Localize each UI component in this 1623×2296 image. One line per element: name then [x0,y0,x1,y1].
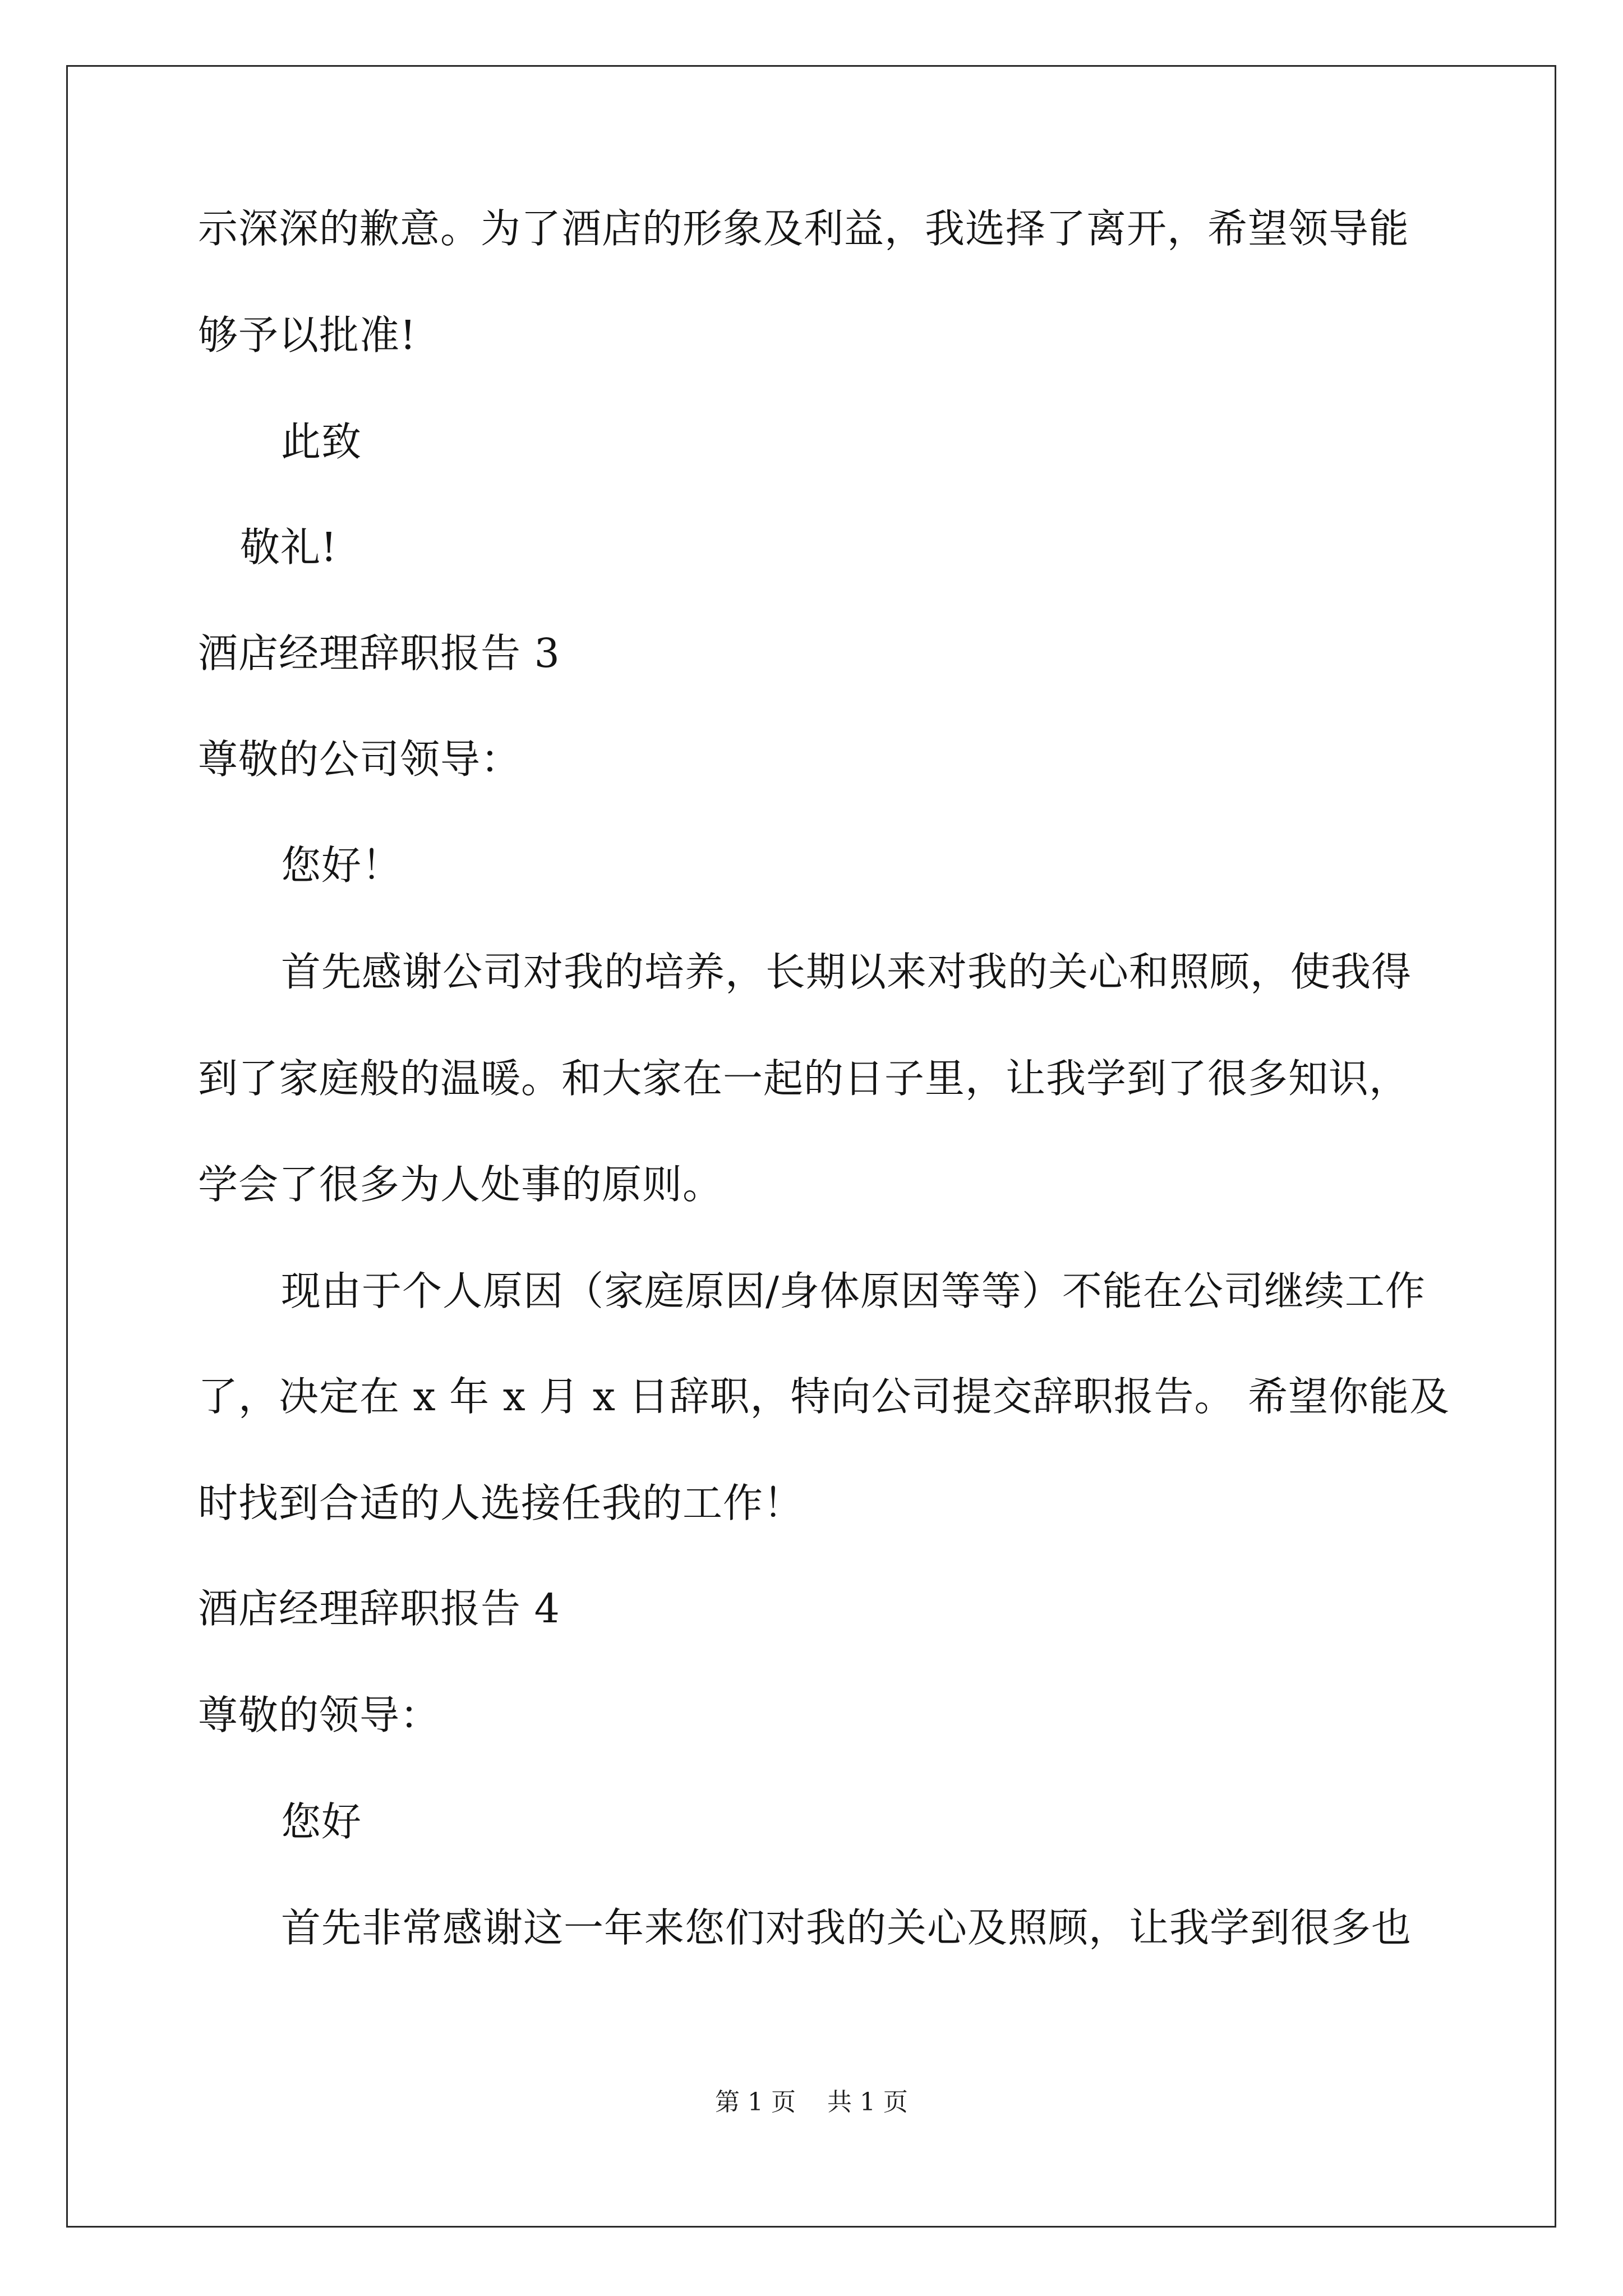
greeting-addressee: 尊敬的领导： [198,1692,441,1738]
greeting: 您好！ [281,842,403,889]
greeting: 您好 [281,1798,362,1845]
body-line: 到了家庭般的温暖。和大家在一起的日子里，让我学到了很多知识， [198,1055,1410,1102]
body-line: 时找到合适的人选接任我的工作！ [198,1480,804,1526]
body-line: 了，决定在 x 年 x 月 x 日辞职，特向公司提交辞职报告。 希望你能及 [198,1373,1450,1420]
body-line: 够予以批准! [198,312,417,358]
body-line: 首先感谢公司对我的培养，长期以来对我的关心和照顾，使我得 [281,949,1412,995]
closing-salutation: 此致 [281,418,362,465]
section-heading: 酒店经理辞职报告 3 [198,630,560,677]
greeting-addressee: 尊敬的公司领导： [198,736,522,783]
body-line: 学会了很多为人处事的原则。 [198,1161,723,1208]
closing-regards: 敬礼! [240,524,338,570]
page-footer: 第 1 页 共 1 页 [715,2088,908,2116]
body-line: 示深深的歉意。为了酒店的形象及利益，我选择了离开，希望领导能 [198,205,1410,252]
body-line: 现由于个人原因（家庭原因/身体原因等等）不能在公司继续工作 [281,1268,1426,1314]
section-heading: 酒店经理辞职报告 4 [198,1585,560,1632]
body-line: 首先非常感谢这一年来您们对我的关心及照顾，让我学到很多也 [281,1904,1412,1951]
